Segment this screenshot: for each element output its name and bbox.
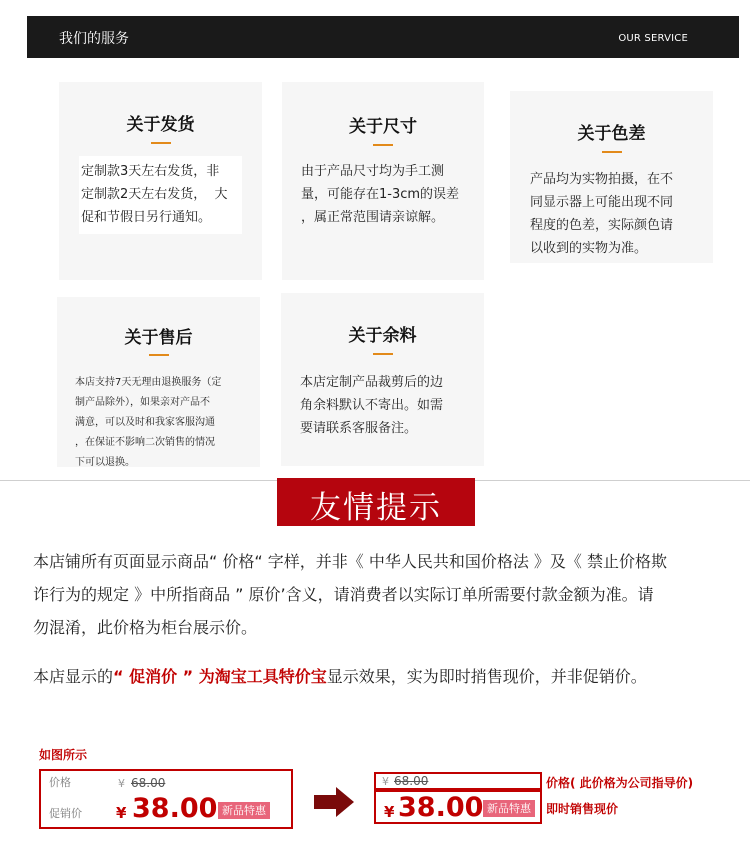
card-text-area bbox=[79, 156, 242, 234]
card-text bbox=[300, 371, 480, 440]
service-card-color bbox=[510, 91, 713, 263]
card-title: 关于售后 bbox=[124, 328, 193, 348]
service-card-size bbox=[282, 82, 484, 280]
service-card-shipping bbox=[59, 82, 262, 280]
service-header-subtitle: OUR SERVICE bbox=[618, 33, 688, 44]
card-text-line: 程度的色差，实际颜色请 bbox=[530, 218, 674, 233]
price-label: 价格 bbox=[49, 776, 71, 789]
notice-text: 显示效果，实为即时捎售现价，并非促销价。 bbox=[326, 667, 647, 686]
card-text-line: 同显示器上可能出现不同 bbox=[530, 195, 674, 210]
original-price: 68.00 bbox=[131, 776, 166, 790]
card-text-line: 制产品除外），如果亲对产品不 bbox=[75, 397, 210, 408]
promo-price-label: 促销价 bbox=[49, 807, 82, 820]
card-accent-line bbox=[151, 142, 171, 144]
card-text-line: 本店支持7天无理由退换服务（定 bbox=[75, 377, 222, 388]
card-text-line: 要请联系客服备注。 bbox=[300, 421, 418, 436]
service-card-leftover bbox=[281, 293, 484, 466]
notice-text: 本店显示的 bbox=[33, 667, 114, 686]
card-text-line: 下可以退换。 bbox=[75, 457, 135, 468]
card-text-line: 满意，可以及时和我家客服沟通 bbox=[75, 417, 215, 428]
promo-note: 即时销售现价 bbox=[546, 802, 619, 816]
card-title: 关于色差 bbox=[577, 124, 646, 144]
current-price: 38.00 bbox=[398, 792, 484, 823]
card-title: 关于余料 bbox=[348, 326, 417, 346]
card-text bbox=[75, 373, 259, 473]
currency-symbol: ¥ bbox=[116, 804, 127, 822]
notice-paragraph-1 bbox=[33, 545, 723, 644]
card-text-line: 以收到的实物为准。 bbox=[530, 241, 648, 256]
service-header-bar bbox=[27, 16, 739, 58]
card-text bbox=[301, 160, 481, 229]
service-card-after-sales bbox=[57, 297, 260, 467]
price-example-current-box bbox=[374, 790, 542, 824]
card-text-line: ，在保证不影响二次销售的情况 bbox=[75, 437, 215, 448]
card-text-line: 定制款3天左右发货，非 bbox=[81, 164, 220, 179]
example-label: 如图所示 bbox=[39, 748, 88, 762]
card-text bbox=[81, 160, 251, 229]
card-accent-line bbox=[149, 354, 169, 356]
card-text-line: 量，可能存在1-3cm的误差 bbox=[301, 187, 460, 202]
price-example-before bbox=[39, 769, 293, 829]
price-note: 价格( 此价格为公司指导价) bbox=[546, 776, 694, 790]
card-title: 关于尺寸 bbox=[349, 117, 417, 137]
currency-symbol: ¥ bbox=[118, 777, 125, 790]
card-text-line: 定制款2天左右发货， 大 bbox=[81, 187, 228, 202]
card-text bbox=[530, 168, 710, 260]
notice-highlight: “ 促消价 ” 为淘宝工具特价宝 bbox=[113, 667, 327, 686]
currency-symbol: ¥ bbox=[382, 775, 389, 788]
card-text-line: 产品均为实物拍摄，在不 bbox=[530, 172, 674, 187]
current-price: 38.00 bbox=[132, 793, 218, 824]
service-header-title: 我们的服务 bbox=[59, 31, 129, 47]
card-text-line: 促和节假日另行通知。 bbox=[81, 210, 212, 225]
card-text-line: 角余料默认不寄出。如需 bbox=[300, 398, 444, 413]
promo-tag: 新品特惠 bbox=[483, 800, 535, 817]
right-arrow-icon bbox=[314, 787, 354, 817]
card-accent-line bbox=[602, 151, 622, 153]
card-title: 关于发货 bbox=[126, 115, 195, 135]
notice-line: 勿混淆，此价格为柜台展示价。 bbox=[33, 618, 258, 637]
notice-line: 诈行为的规定 》中所指商品 ” 原价’含义，请消费者以实际订单所需要付款金额为准。请 bbox=[33, 585, 654, 604]
original-price: 68.00 bbox=[394, 774, 429, 788]
promo-tag: 新品特惠 bbox=[218, 802, 270, 819]
card-text-line: 由于产品尺寸均为手工测 bbox=[301, 164, 445, 179]
notice-title: 友情提示 bbox=[310, 490, 442, 526]
card-text-line: ，属正常范围请亲谅解。 bbox=[301, 210, 445, 225]
notice-line: 本店铺所有页面显示商品“ 价格“ 字样，并非《 中华人民共和国价格法 》及《 禁止价格欺 bbox=[33, 552, 668, 571]
notice-title-box bbox=[277, 478, 475, 526]
card-accent-line bbox=[373, 144, 393, 146]
currency-symbol: ¥ bbox=[384, 803, 395, 821]
card-accent-line bbox=[373, 353, 393, 355]
price-example-original-box bbox=[374, 772, 542, 790]
card-text-line: 本店定制产品裁剪后的边 bbox=[300, 375, 444, 390]
notice-paragraph-2 bbox=[33, 660, 723, 693]
